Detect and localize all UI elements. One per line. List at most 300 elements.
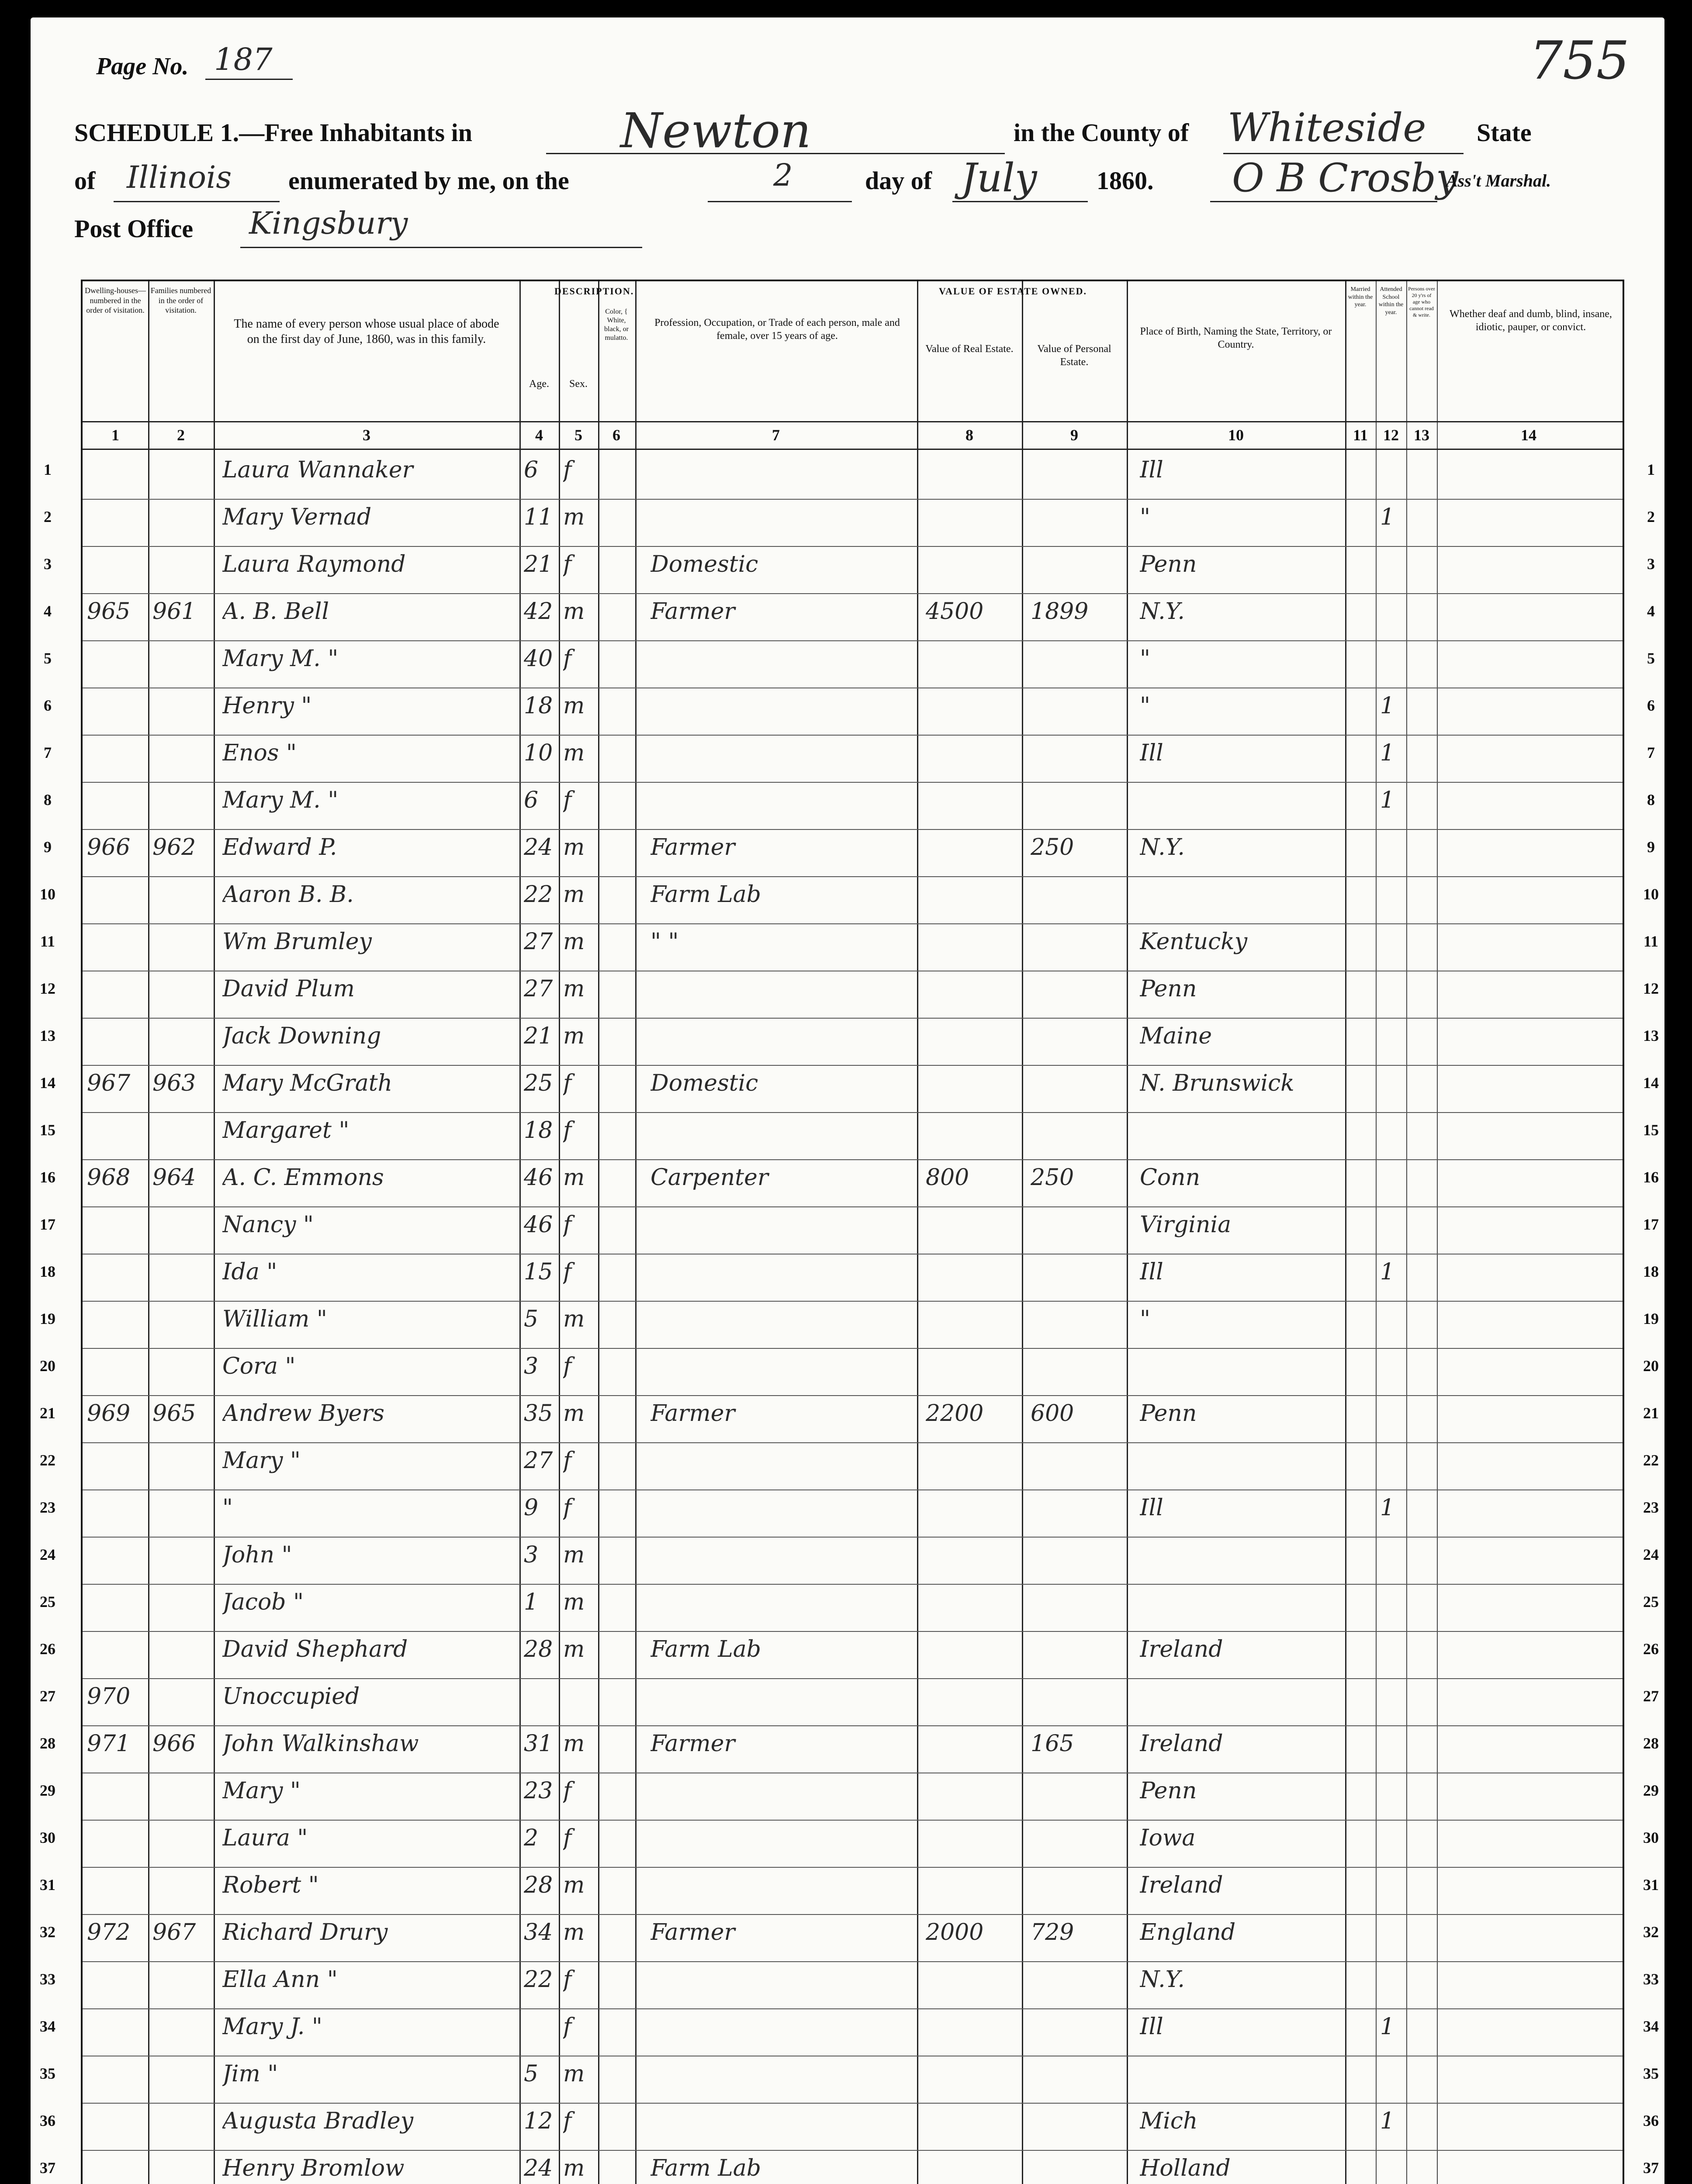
personal-estate-value: 250 [1031,1165,1074,1191]
line-number: 8 [44,791,52,809]
line-number: 32 [40,1923,55,1941]
age: 34 [524,1919,553,1946]
dwelling-number: 968 [87,1165,131,1191]
sex: m [563,1542,585,1568]
age: 28 [524,1872,553,1898]
table-row [40,1725,1659,1773]
table-row [40,1773,1659,1821]
line-number: 15 [1643,1121,1659,1139]
line-number: 21 [40,1404,55,1422]
enumerated-label: enumerated by me, on the [288,166,569,195]
dwelling-number: 969 [87,1400,131,1427]
sex: f [563,1259,572,1285]
birthplace: Ireland [1140,1872,1223,1898]
occupation: Carpenter [651,1165,768,1191]
table-row [40,1301,1659,1349]
sex: m [563,1306,585,1332]
person-name: Nancy " [222,1212,314,1238]
dwelling-number: 965 [87,598,131,625]
birthplace: Virginia [1140,1212,1232,1238]
personal-estate-value: 600 [1031,1400,1074,1427]
birthplace: Ireland [1140,1636,1223,1662]
col-number: 9 [1070,426,1078,444]
table-row [40,876,1659,924]
age: 3 [524,1542,539,1568]
column-numbers [83,421,1623,450]
col-number: 14 [1521,426,1536,444]
birthplace: Ill [1140,740,1163,766]
line-number: 31 [1643,1876,1659,1894]
sex: m [563,1919,585,1946]
table-row [40,1348,1659,1396]
sex: f [563,2014,572,2040]
person-name: David Shephard [222,1636,408,1662]
line-number: 5 [1647,650,1655,667]
sex: m [563,1872,585,1898]
line-number: 12 [1643,980,1659,997]
birthplace: " [1140,504,1150,530]
col-number: 10 [1228,426,1244,444]
birthplace: Ill [1140,457,1163,483]
line-number: 11 [40,933,55,950]
personal-estate-value: 729 [1031,1919,1074,1946]
col9-header: Value of Personal Estate. [1037,343,1111,368]
age: 18 [524,1117,553,1144]
census-table [40,280,1659,2184]
person-name: Mary M. " [222,646,339,672]
line-number: 3 [1647,555,1655,573]
col2-header: Families numbered in the order of visitation. [150,286,211,314]
family-number: 964 [152,1165,196,1191]
col-number: 4 [535,426,543,444]
family-number: 963 [152,1070,196,1096]
family-number: 967 [152,1919,196,1946]
line-number: 18 [40,1263,55,1280]
person-name: Cora " [222,1353,296,1379]
table-row [40,1442,1659,1490]
line-number: 21 [1643,1404,1659,1422]
person-name: Mary McGrath [222,1070,393,1096]
of-label: of [74,166,96,195]
table-row [40,1395,1659,1443]
age: 21 [524,1023,553,1049]
line-number: 30 [1643,1829,1659,1846]
line-number: 32 [1643,1923,1659,1941]
age: 23 [524,1778,553,1804]
age: 35 [524,1400,553,1427]
census-page [31,17,1664,2184]
sex: m [563,976,585,1002]
person-name: Mary " [222,1778,301,1804]
line-number: 23 [1643,1499,1659,1516]
table-row [40,1914,1659,1962]
family-number: 965 [152,1400,196,1427]
col-number: 12 [1383,426,1399,444]
line-number: 33 [1643,1970,1659,1988]
person-name: A. C. Emmons [222,1165,384,1191]
person-name: Mary Vernad [222,504,372,530]
person-name: Aaron B. B. [222,881,354,908]
col4-header: Age. [529,378,549,390]
line-number: 25 [40,1593,55,1610]
person-name: David Plum [222,976,355,1002]
table-row [40,2056,1659,2104]
age: 10 [524,740,553,766]
person-name: Augusta Bradley [222,2108,414,2134]
line-number: 17 [1643,1216,1659,1233]
age: 21 [524,551,553,577]
birthplace: Mich [1140,2108,1198,2134]
birthplace: Penn [1140,1400,1197,1427]
sex: m [563,881,585,908]
table-row [40,1584,1659,1632]
line-number: 16 [1643,1168,1659,1186]
sex: m [563,834,585,860]
attended-school: 1 [1380,693,1395,719]
dwelling-number: 972 [87,1919,131,1946]
line-number: 14 [1643,1074,1659,1092]
person-name: A. B. Bell [222,598,329,625]
birthplace: Penn [1140,1778,1197,1804]
person-name: Ella Ann " [222,1966,338,1993]
col10-header: Place of Birth, Naming the State, Territory, or Country. [1140,326,1332,350]
col-number: 13 [1414,426,1429,444]
sex: f [563,646,572,672]
line-number: 28 [1643,1735,1659,1752]
birthplace: N.Y. [1140,1966,1185,1993]
marshal-label: Ass't Marshal. [1446,171,1551,190]
table-row [40,1537,1659,1585]
line-number: 2 [44,508,52,525]
age: 27 [524,976,553,1002]
birthplace: Penn [1140,551,1197,577]
sex: f [563,1495,572,1521]
line-number: 4 [1647,602,1655,620]
birthplace: England [1140,1919,1236,1946]
birthplace: " [1140,1306,1150,1332]
table-row [40,2103,1659,2151]
line-number: 20 [1643,1357,1659,1375]
birthplace: Penn [1140,976,1197,1002]
day-value: 2 [773,157,793,193]
page-number: 187 [214,41,273,77]
page-label: Page No. [96,53,189,80]
occupation: Farmer [651,1919,735,1946]
person-name: Ida " [222,1259,277,1285]
real-estate-value: 2200 [926,1400,984,1427]
sex: f [563,1117,572,1144]
line-number: 2 [1647,508,1655,525]
col-number: 1 [111,426,119,444]
age: 3 [524,1353,539,1379]
col1-header: Dwelling-houses—numbered in the order of visitation. [85,286,146,314]
sex: m [563,1589,585,1615]
dwelling-number: 970 [87,1683,131,1710]
schedule-title: SCHEDULE 1.—Free Inhabitants in [74,118,472,147]
line-number: 19 [1643,1310,1659,1327]
family-number: 966 [152,1731,196,1757]
age: 46 [524,1165,553,1191]
line-number: 11 [1643,933,1658,950]
sex: m [563,1400,585,1427]
line-number: 16 [40,1168,55,1186]
line-number: 35 [40,2065,55,2082]
person-name: Andrew Byers [222,1400,384,1427]
birthplace: Kentucky [1140,929,1248,955]
line-number: 9 [1647,838,1655,856]
age: 12 [524,2108,553,2134]
col-number: 8 [965,426,973,444]
table-row [44,688,1655,736]
sex: m [563,504,585,530]
personal-estate-value: 165 [1031,1731,1074,1757]
person-name: Robert " [222,1872,319,1898]
line-number: 15 [40,1121,55,1139]
person-name: Jacob " [222,1589,304,1615]
col6-header: Color, { White, black, or mulatto. [604,308,629,342]
line-number: 20 [40,1357,55,1375]
age: 11 [524,504,553,530]
line-number: 9 [44,838,52,856]
line-number: 33 [40,1970,55,1988]
state-label: State [1477,118,1532,147]
person-name: Wm Brumley [222,929,372,955]
birthplace: Ill [1140,1495,1163,1521]
state-name: Illinois [127,159,232,195]
age: 5 [524,2061,539,2087]
line-number: 22 [40,1451,55,1469]
line-number: 12 [40,980,55,997]
age: 18 [524,693,553,719]
table-row [40,1820,1659,1868]
table-row [40,971,1659,1019]
line-number: 10 [40,885,55,903]
table-row [40,1065,1659,1113]
person-name: Jim " [222,2061,278,2087]
line-number: 27 [1643,1687,1659,1705]
table-row [40,1018,1659,1066]
table-row [44,829,1655,877]
person-name: Margaret " [222,1117,349,1144]
birthplace: " [1140,646,1150,672]
post-office-label: Post Office [74,214,194,243]
sex: f [563,1825,572,1851]
age: 2 [524,1825,539,1851]
line-number: 17 [40,1216,55,1233]
line-number: 29 [1643,1782,1659,1799]
age: 24 [524,834,553,860]
table-row [44,640,1655,688]
sex: f [563,551,572,577]
marshal-name: O B Crosby [1232,155,1458,201]
table-row [44,546,1655,594]
col8-header: Value of Real Estate. [925,343,1014,355]
sex: m [563,1731,585,1757]
line-number: 37 [40,2159,55,2177]
dwelling-number: 967 [87,1070,131,1096]
birthplace: " [1140,693,1150,719]
line-number: 26 [1643,1640,1659,1658]
sex: m [563,929,585,955]
col-number: 6 [612,426,620,444]
age: 46 [524,1212,553,1238]
birthplace: Ireland [1140,1731,1223,1757]
age: 25 [524,1070,553,1096]
person-name: Laura " [222,1825,308,1851]
birthplace: Holland [1140,2155,1231,2181]
sex: m [563,693,585,719]
age: 9 [524,1495,539,1521]
occupation: Farm Lab [651,881,761,908]
personal-estate-value: 1899 [1031,598,1089,625]
person-name: John Walkinshaw [222,1731,419,1757]
age: 27 [524,1448,553,1474]
attended-school: 1 [1380,740,1395,766]
birthplace: Ill [1140,2014,1163,2040]
description-header: DESCRIPTION. [554,286,634,297]
age: 22 [524,881,553,908]
dwelling-number: 966 [87,834,131,860]
line-number: 35 [1643,2065,1659,2082]
table-row [44,593,1655,641]
birthplace: Maine [1140,1023,1212,1049]
age: 6 [524,787,539,813]
sex: m [563,2155,585,2181]
line-number: 3 [44,555,52,573]
col13-header: Persons over 20 y'rs of age who cannot read & write. [1408,286,1435,318]
real-estate-value: 4500 [926,598,984,625]
dwelling-number: 971 [87,1731,131,1757]
sex: f [563,1778,572,1804]
age: 1 [524,1589,539,1615]
birthplace: Iowa [1140,1825,1196,1851]
corner-number: 755 [1529,31,1630,91]
family-number: 961 [152,598,196,625]
sex: f [563,1212,572,1238]
person-name: Richard Drury [222,1919,388,1946]
table-row [40,923,1658,971]
person-name: Unoccupied [222,1683,360,1710]
day-label: day of [865,166,932,195]
line-number: 1 [1647,461,1655,478]
line-number: 29 [40,1782,55,1799]
age: 6 [524,457,539,483]
attended-school: 1 [1380,2014,1395,2040]
table-row [40,1489,1659,1538]
person-name: William " [222,1306,327,1332]
table-row [40,1631,1659,1679]
col7-header: Profession, Occupation, or Trade of each person, male and female, over 15 years of age. [654,317,900,342]
occupation: Domestic [651,551,758,577]
county-label: in the County of [1014,118,1189,147]
attended-school: 1 [1380,1259,1395,1285]
birthplace: N. Brunswick [1140,1070,1294,1096]
table-row [44,452,1655,500]
birthplace: N.Y. [1140,834,1185,860]
family-number: 962 [152,834,196,860]
line-number: 18 [1643,1263,1659,1280]
real-estate-value: 800 [926,1165,969,1191]
sex: m [563,1636,585,1662]
line-number: 7 [44,744,52,761]
line-number: 8 [1647,791,1655,809]
line-number: 24 [40,1546,55,1563]
age: 27 [524,929,553,955]
line-number: 13 [1643,1027,1659,1044]
table-row [40,1206,1659,1254]
line-number: 5 [44,650,52,667]
sex: m [563,1023,585,1049]
age: 42 [524,598,553,625]
sex: f [563,787,572,813]
birthplace: Conn [1140,1165,1201,1191]
table-row [40,2008,1659,2056]
person-name: Mary " [222,1448,301,1474]
sex: m [563,740,585,766]
line-number: 22 [1643,1451,1659,1469]
occupation: Farmer [651,1731,735,1757]
line-number: 31 [40,1876,55,1894]
person-name: Enos " [222,740,297,766]
line-number: 23 [40,1499,55,1516]
person-name: Laura Raymond [222,551,406,577]
occupation: Farmer [651,834,735,860]
county-name: Whiteside [1228,105,1426,151]
person-name: Henry " [222,693,312,719]
attended-school: 1 [1380,787,1395,813]
col-number: 5 [574,426,582,444]
line-number: 36 [1643,2112,1659,2129]
age: 31 [524,1731,553,1757]
birthplace: Ill [1140,1259,1163,1285]
col5-header: Sex. [569,378,588,390]
line-number: 19 [40,1310,55,1327]
line-number: 24 [1643,1546,1659,1563]
birthplace: N.Y. [1140,598,1185,625]
sex: m [563,2061,585,2087]
table-row [40,1867,1659,1915]
person-name: Mary J. " [222,2014,322,2040]
age: 24 [524,2155,553,2181]
col-number: 7 [772,426,780,444]
attended-school: 1 [1380,504,1395,530]
line-number: 6 [1647,697,1655,714]
table-row [40,1961,1659,2009]
col-number: 11 [1353,426,1368,444]
place-name: Newton [620,103,811,159]
person-name: " [222,1495,233,1521]
attended-school: 1 [1380,2108,1395,2134]
sex: f [563,1966,572,1993]
personal-estate-value: 250 [1031,834,1074,860]
line-number: 1 [44,461,52,478]
line-number: 13 [40,1027,55,1044]
line-number: 25 [1643,1593,1659,1610]
age: 40 [524,646,553,672]
person-name: John " [222,1542,292,1568]
age: 28 [524,1636,553,1662]
person-name: Edward P. [222,834,337,860]
person-name: Mary M. " [222,787,339,813]
table-row [40,1112,1659,1160]
person-name: Jack Downing [222,1023,381,1049]
line-number: 28 [40,1735,55,1752]
table-row [44,735,1655,783]
line-number: 37 [1643,2159,1659,2177]
line-number: 27 [40,1687,55,1705]
col12-header: Attended School within the year. [1378,286,1404,316]
age: 22 [524,1966,553,1993]
